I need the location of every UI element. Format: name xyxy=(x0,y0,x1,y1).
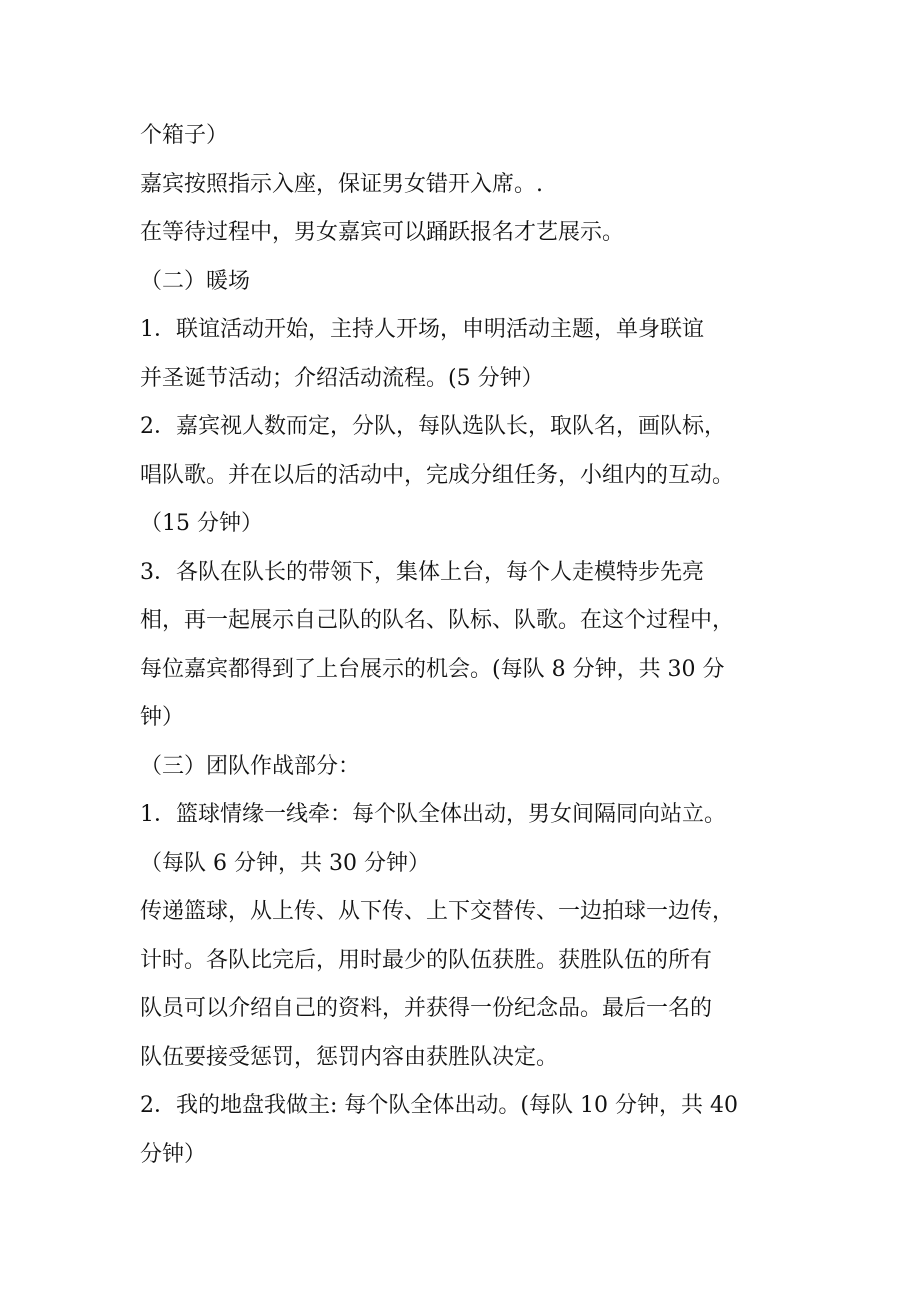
section-heading: （三）团队作战部分： xyxy=(140,753,361,779)
text-line: （每队 6 分钟，共 30 分钟） xyxy=(140,850,430,876)
text-line: 嘉宾按照指示入座，保证男女错开入席。. xyxy=(140,171,543,197)
text-line: 相，再一起展示自己队的队名、队标、队歌。在这个过程中， xyxy=(140,608,735,633)
text-line: 队伍要接受惩罚，惩罚内容由获胜队决定。 xyxy=(140,1044,559,1070)
document-body xyxy=(140,112,830,1179)
text-line: 唱队歌。并在以后的活动中，完成分组任务，小组内的互动。 xyxy=(140,462,735,488)
text-line: （15 分钟） xyxy=(140,511,263,536)
text-line: 队员可以介绍自己的资料，并获得一份纪念品。最后一名的 xyxy=(140,996,713,1021)
text-line: 传递篮球，从上传、从下传、上下交替传、一边拍球一边传， xyxy=(140,899,735,924)
text-line: 2．嘉宾视人数而定，分队，每队选队长，取队名，画队标， xyxy=(140,414,726,439)
text-line: 分钟） xyxy=(140,1141,207,1167)
text-line: 3．各队在队长的带领下，集体上台，每个人走模特步先亮 xyxy=(140,559,704,585)
text-line: 个箱子） xyxy=(140,123,229,148)
text-line: 1．联谊活动开始，主持人开场，申明活动主题，单身联谊 xyxy=(140,317,704,342)
text-line: 计时。各队比完后，用时最少的队伍获胜。获胜队伍的所有 xyxy=(140,947,713,973)
section-heading: （二）暖场 xyxy=(140,268,251,294)
text-line: 2．我的地盘我做主: 每个队全体出动。(每队 10 分钟，共 40 xyxy=(140,1093,738,1118)
text-line: 在等待过程中，男女嘉宾可以踊跃报名才艺展示。 xyxy=(140,220,625,245)
text-line: 每位嘉宾都得到了上台展示的机会。(每队 8 分钟，共 30 分 xyxy=(140,656,725,682)
text-line: 并圣诞节活动；介绍活动流程。(5 分钟） xyxy=(140,365,544,391)
text-line: 钟） xyxy=(140,705,185,730)
text-line: 1．篮球情缘一线牵：每个队全体出动，男女间隔同向站立。 xyxy=(140,802,726,827)
